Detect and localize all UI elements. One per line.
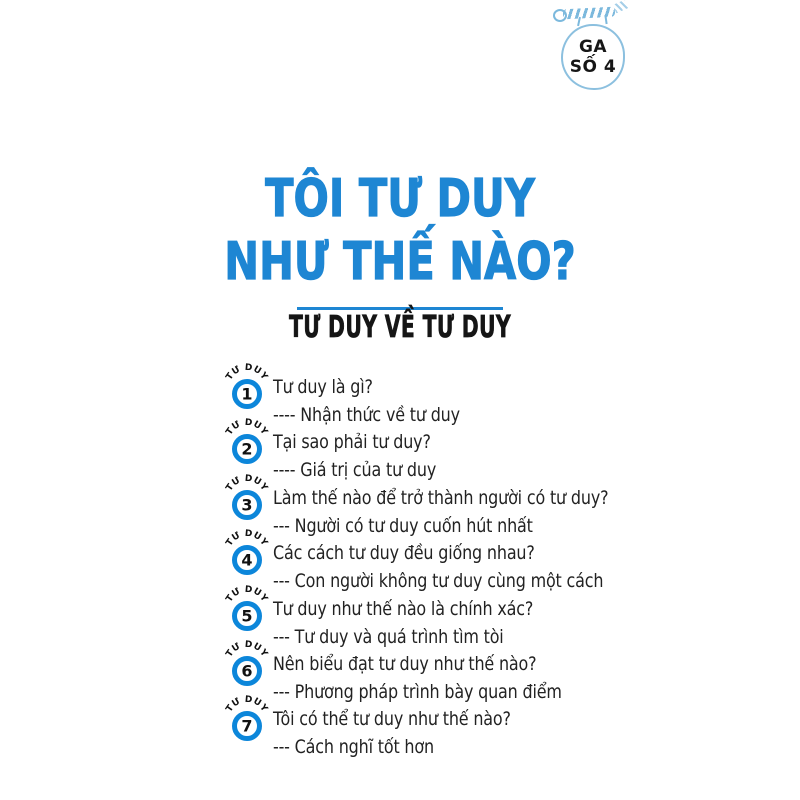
badge-arc-label: TƯ DUY: [224, 473, 270, 494]
toc-item: [223, 472, 800, 537]
chapter-station-badge: [561, 24, 625, 90]
chapter-number-badge: [223, 361, 271, 411]
badge-number: 1: [241, 384, 253, 404]
toc-question: Tư duy như thế nào là chính xác?: [273, 597, 534, 620]
badge-arc-label: TƯ DUY: [224, 584, 270, 604]
toc-item: [223, 693, 800, 759]
toc-answer: ---- Nhận thức về tư duy: [273, 404, 460, 426]
title-line-1: TÔI TƯ DUY: [265, 169, 535, 229]
toc-question: Tôi có thể tư duy như thế nào?: [273, 708, 511, 731]
chapter-number-badge: [223, 693, 271, 743]
page-subtitle: TƯ DUY VỀ TƯ DUY: [288, 310, 512, 345]
badge-number: 4: [241, 550, 253, 570]
toc-question: Làm thế nào để trở thành người có tư duy?: [273, 486, 609, 509]
badge-arc-label: TƯ DUY: [224, 528, 270, 549]
toc-list: [223, 361, 800, 759]
chapter-number-badge: [223, 472, 271, 522]
badge-number: 5: [241, 606, 253, 626]
toc-item: [223, 638, 800, 704]
toc-question: Tư duy là gì?: [273, 376, 373, 398]
toc-answer: --- Tư duy và quá trình tìm tòi: [273, 625, 504, 648]
badge-arc-label: TƯ DUY: [224, 695, 270, 715]
rope-flick-icon: [613, 0, 629, 13]
chapter-number-badge: [223, 527, 271, 577]
toc-question: Tại sao phải tư duy?: [273, 431, 431, 454]
page-title: [80, 168, 720, 294]
toc-answer: --- Phương pháp trình bày quan điểm: [273, 681, 562, 704]
toc-item: [223, 361, 800, 426]
toc-answer: --- Cách nghĩ tốt hơn: [273, 736, 434, 759]
toc-answer: ---- Giá trị của tư duy: [273, 459, 437, 482]
toc-item: [223, 416, 800, 482]
badge-number: 6: [241, 661, 253, 681]
title-line-2: NHƯ THẾ NÀO?: [224, 232, 576, 292]
badge-line-2: SỐ 4: [569, 57, 617, 77]
badge-number: 7: [241, 716, 253, 736]
toc-item: [223, 583, 800, 648]
badge-arc-label: TƯ DUY: [224, 362, 270, 383]
badge-number: 3: [241, 495, 253, 515]
rope-leg-icon: [577, 17, 581, 26]
chapter-number-badge: [223, 416, 271, 466]
badge-arc-label: TƯ DUY: [224, 639, 270, 660]
toc-question: Các cách tư duy đều giống nhau?: [273, 542, 535, 565]
badge-arc-label: TƯ DUY: [224, 418, 270, 438]
toc-answer: --- Con người không tư duy cùng một cách: [273, 570, 604, 593]
chapter-number-badge: [223, 583, 271, 633]
chapter-number-badge: [223, 638, 271, 688]
toc-question: Nên biểu đạt tư duy như thế nào?: [273, 653, 537, 676]
badge-number: 2: [241, 439, 253, 459]
badge-line-1: GA: [578, 37, 608, 57]
toc-answer: --- Người có tư duy cuốn hút nhất: [273, 514, 533, 537]
rope-band-icon: [563, 7, 615, 20]
toc-item: [223, 527, 800, 593]
